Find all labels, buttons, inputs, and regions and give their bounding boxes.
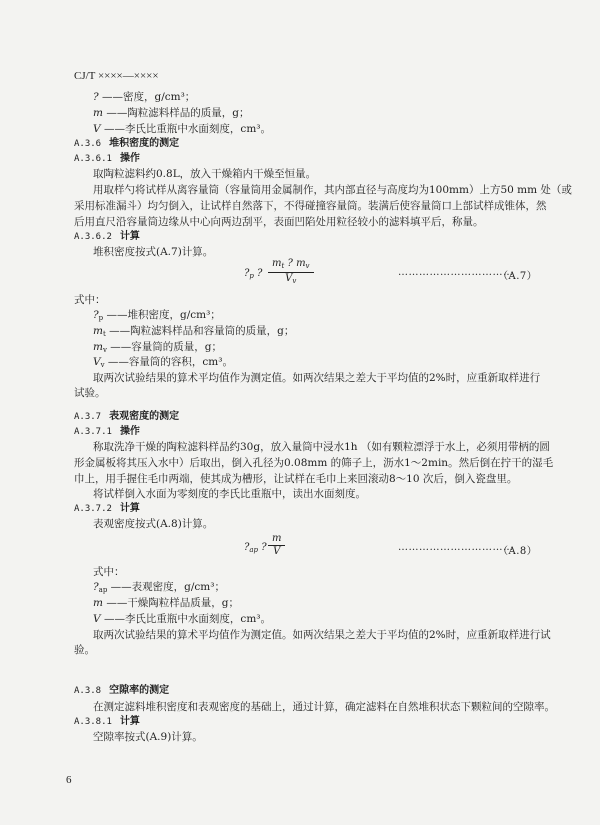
where-label-2: 式中：: [93, 566, 125, 578]
definition-mass-total: $m_t$ ——陶粒滤料样品和容量筒的质量，g；: [93, 325, 295, 338]
equation-a7-fraction: $\frac{m_t ? m_v}{V_v}$: [268, 258, 314, 287]
section-heading-a37: A.3.7 表观密度的测定: [74, 411, 180, 422]
section-heading-a381: A.3.8.1 计算: [74, 716, 140, 727]
paragraph-procedure-line2: 采用标准漏斗）均匀倒入，让试样自然落下，不得碰撞容量筒。装满后使容量筒口上部试样成锥体，然: [74, 200, 547, 212]
definition-bulk-density: $?_p$ ——堆积密度，g/cm³；: [93, 309, 221, 322]
section-heading-a371: A.3.7.1 操作: [74, 426, 140, 437]
section-heading-a362: A.3.6.2 计算: [74, 231, 140, 242]
definition-apparent-density: $?_{ap}$ ——表观密度，g/cm³；: [93, 581, 225, 594]
paragraph-formula-intro-a7: 堆积密度按式(A.7)计算。: [93, 246, 214, 258]
paragraph-soak-line1: 称取洗净干燥的陶粒滤料样品约30g，放入量筒中浸水1h （如有颗粒漂浮于水上，必须用带柄的圆: [93, 441, 550, 453]
paragraph-average-line1: 取两次试验结果的算术平均值作为测定值。如两次结果之差大于平均值的2%时，应重新取样进行: [93, 372, 541, 384]
where-label-1: 式中：: [74, 294, 106, 306]
section-heading-a372: A.3.7.2 计算: [74, 503, 140, 514]
definition-container-volume: $V_v$ ——容量筒的容积，cm³。: [93, 356, 233, 369]
paragraph-formula-intro-a8: 表观密度按式(A.8)计算。: [93, 518, 214, 530]
paragraph-porosity-intro: 在测定滤料堆积密度和表观密度的基础上，通过计算，确定滤料在自然堆积状态下颗粒间的空隙率。: [93, 701, 555, 713]
paragraph-formula-intro-a9: 空隙率按式(A.9)计算。: [93, 731, 203, 743]
section-heading-a361: A.3.6.1 操作: [74, 153, 140, 164]
paragraph-average-line2: 试验。: [74, 387, 106, 399]
equation-a8-fraction: $\frac{m}{V}$: [268, 533, 285, 558]
definition-container-mass: $m_v$ ——容量筒的质量，g；: [93, 341, 223, 354]
definition-mass: m ——陶粒滤料样品的质量，g；: [93, 107, 250, 119]
equation-a7-lhs: $?_p$ ?: [244, 268, 263, 280]
section-heading-a38: A.3.8 空隙率的测定: [74, 685, 170, 696]
definition-dry-mass: m ——干燥陶粒样品质量，g；: [93, 597, 240, 609]
paragraph-soak-line3: 巾上，用手握住毛巾两端，使其成为槽形，让试样在毛巾上来回滚动8～10 次后，倒入瓷盘里。: [74, 473, 518, 485]
paragraph-average2-line1: 取两次试验结果的算术平均值作为测定值。如两次结果之差大于平均值的2%时，应重新取样进行试: [93, 629, 551, 641]
paragraph-dry-sample: 取陶粒滤料约0.8L，放入干燥箱内干燥至恒量。: [93, 168, 317, 180]
equation-a8-dots: ……………………………: [398, 542, 514, 553]
equation-a7-dots: ……………………………: [398, 267, 514, 278]
definition-scale-volume: V ——李氏比重瓶中水面刻度，cm³。: [93, 613, 271, 625]
page-number: 6: [66, 774, 72, 786]
paragraph-soak-line2: 形金属板将其压入水中）后取出，倒入孔径为0.08mm 的筛子上，沥水1～2min。然后倒在拧干的湿毛: [74, 457, 554, 469]
equation-a7-label: （A.7）: [498, 271, 538, 282]
standard-header: CJ/T ××××—××××: [74, 70, 159, 82]
definition-volume: V ——李氏比重瓶中水面刻度，cm³。: [93, 123, 271, 135]
section-heading-a36: A.3.6 堆积密度的测定: [74, 138, 180, 149]
paragraph-procedure-line3: 后用直尺沿容量筒边缘从中心向两边刮平，表面凹陷处用粒径较小的滤料填平后，称量。: [74, 216, 484, 228]
paragraph-procedure-line1: 用取样勺将试样从离容量筒（容量筒用金属制作，其内部直径与高度均为100mm）上方50 mm 处（或: [93, 184, 572, 196]
equation-a8-label: （A.8）: [498, 546, 538, 557]
definition-density: ? ——密度，g/cm³；: [93, 91, 196, 103]
equation-a8-lhs: $?_{ap}$ ?: [244, 542, 267, 554]
paragraph-read-scale: 将试样倒入水面为零刻度的李氏比重瓶中，读出水面刻度。: [93, 488, 366, 500]
paragraph-average2-line2: 验。: [74, 644, 95, 656]
